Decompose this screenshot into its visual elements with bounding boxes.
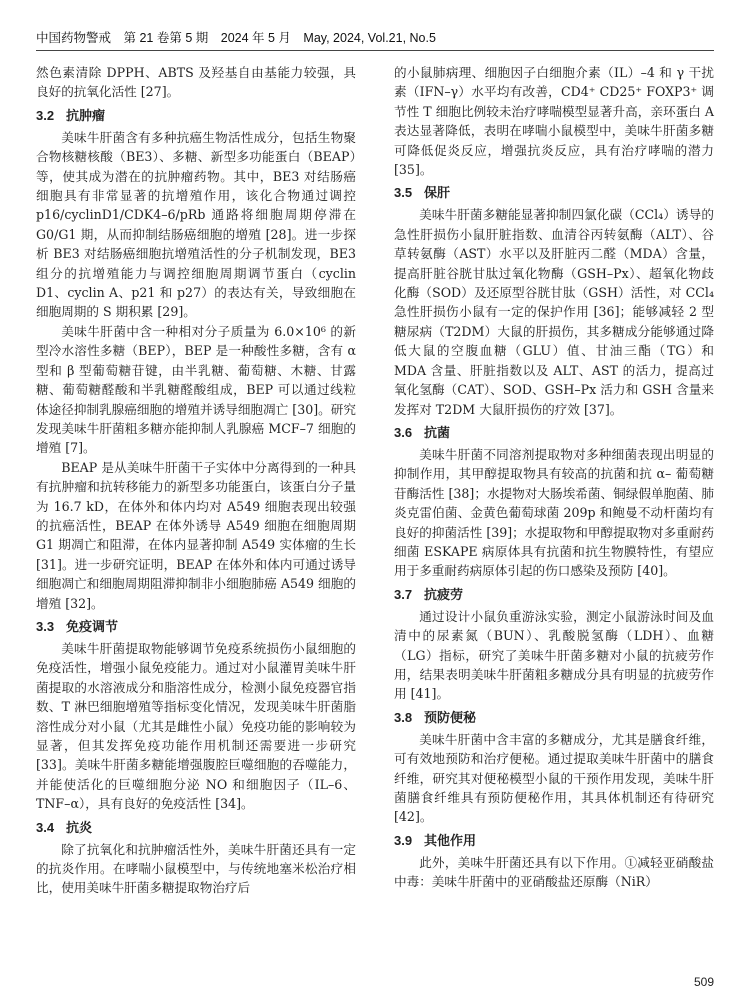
section-title: 抗疲劳 (424, 586, 464, 602)
body-paragraph: 除了抗氧化和抗肿瘤活性外，美味牛肝菌还具有一定的抗炎作用。在哮喘小鼠模型中，与传统地塞米松治疗相比，使用美味牛肝菌多糖提取物治疗后 (36, 841, 356, 896)
section-title: 免疫调节 (66, 618, 119, 634)
body-paragraph: 美味牛肝菌提取物能够调节免疫系统损伤小鼠细胞的免疫活性，增强小鼠免疫能力。通过对小鼠灌胃美味牛肝菌提取的水溶液成分和脂溶性成分，检测小鼠免疫器官指数、T 淋巴细胞增殖等指标变化情况，发现美味牛肝菌脂溶性成分对小鼠（尤其是雌性小鼠）免疫功能的影响较为显著，但其发挥免疫功能作用机制还需要进一步研究 [33]。美味牛肝菌多糖能增强腹腔巨噬细胞的吞噬能力，并能使活化的巨噬细胞分泌 NO 和细胞因子（IL–6、TNF–α），具有良好的免疫活性 [34]。 (36, 640, 356, 812)
section-number: 3.7 (394, 586, 413, 602)
body-paragraph: 然色素清除 DPPH、ABTS 及羟基自由基能力较强，具良好的抗氧化活性 [27]。 (36, 65, 356, 100)
body-paragraph: 此外，美味牛肝菌还具有以下作用。①减轻亚硝酸盐中毒：美味牛肝菌中的亚硝酸盐还原酶（NiR） (394, 854, 714, 890)
section-heading (394, 182, 714, 203)
section-heading (394, 584, 714, 605)
section-heading (36, 817, 356, 838)
section-title: 保肝 (424, 185, 451, 201)
section-number: 3.5 (394, 185, 413, 201)
section-heading (36, 616, 356, 637)
page-number: 509 (693, 975, 714, 989)
header-divider (36, 50, 714, 51)
section-number: 3.6 (394, 424, 413, 440)
section-heading (394, 830, 714, 851)
body-paragraph: 美味牛肝菌含有多种抗癌生物活性成分，包括生物聚合物核糖核酸（BE3）、多糖、新型多功能蛋白（BEAP）等，使其成为潜在的抗肿瘤药物。其中，BE3 对结肠癌细胞具有非常显著的抗增殖作用，该化合物通过调控 p16/cyclinD1/CDK4–6/pRb 通路将细胞周期停滞在 G0/G1 期，从而抑制结肠癌细胞的增殖 [28]。进一步探析 BE3 对结肠癌细胞抗增殖活性的分子机制发现，BE3 组分的抗增殖能力与调控细胞周期调节蛋白（cyclin D1、cyclin A、p21 和 p27）的表达有关，导致细胞在细胞周期的 S 期积累 [29]。 (36, 129, 356, 320)
journal-header: 中国药物警戒 第 21 卷第 5 期 2024 年 5 月 May, 2024, Vol.21, No.5 (36, 31, 436, 45)
section-heading (394, 707, 714, 728)
body-paragraph: 美味牛肝菌不同溶剂提取物对多种细菌表现出明显的抑制作用，其甲醇提取物具有较高的抗菌和抗 α– 葡萄糖苷酶活性 [38]；水提物对大肠埃希菌、铜绿假单胞菌、肺炎克雷伯菌、金黄色葡萄球菌 209p 和鲍曼不动杆菌均有良好的抑菌活性 [39]；水提取物和甲醇提取物对多重耐药细菌 ESKAPE 病原体具有抗菌和抗生物膜特性，有望应用于多重耐药病原体引起的伤口感染及预防 [40]。 (394, 446, 714, 579)
body-paragraph: 通过设计小鼠负重游泳实验，测定小鼠游泳时间及血清中的尿素氮（BUN）、乳酸脱氢酶（LDH）、血糖（LG）指标，研究了美味牛肝菌多糖对小鼠的抗疲劳作用，结果表明美味牛肝菌粗多糖成分具有明显的抗疲劳作用 [41]。 (394, 608, 714, 702)
section-number: 3.3 (36, 618, 55, 634)
body-paragraph: 美味牛肝菌中含一种相对分子质量为 6.0×10⁶ 的新型冷水溶性多糖（BEP），BEP 是一种酸性多糖，含有 α 型和 β 型葡萄糖苷键，由半乳糖、葡萄糖、木糖、甘露糖、葡萄糖醛酸和半乳糖醛酸组成，BEP 可以通过线粒体途径抑制乳腺癌细胞的增殖并诱导细胞凋亡 [30]。研究发现美味牛肝菌粗多糖亦能抑制人乳腺癌 MCF–7 细胞的增殖 [7]。 (36, 323, 356, 456)
section-title: 其他作用 (424, 832, 477, 848)
section-number: 3.8 (394, 709, 413, 725)
section-title: 抗炎 (66, 819, 93, 835)
body-paragraph: 美味牛肝菌中含丰富的多糖成分，尤其是膳食纤维，可有效地预防和治疗便秘。通过提取美味牛肝菌中的膳食纤维，研究其对便秘模型小鼠的干预作用发现，美味牛肝菌膳食纤维具有预防便秘作用，其具体机制还有待研究 [42]。 (394, 731, 714, 825)
section-title: 抗菌 (424, 424, 451, 440)
section-heading (394, 422, 714, 443)
body-paragraph: BEAP 是从美味牛肝菌干子实体中分离得到的一种具有抗肿瘤和抗转移能力的新型多功能蛋白，该蛋白分子量为 16.7 kD，在体外和体内均对 A549 细胞表现出较强的抗癌活性，BEAP 在体外诱导 A549 细胞在细胞周期 G1 期凋亡和阻滞，在体内显著抑制 A549 实体瘤的生长 [31]。进一步研究证明，BEAP 在体外和体内可通过诱导细胞凋亡和细胞周期阻滞抑制非小细胞肺癌 A549 细胞的增殖 [32]。 (36, 459, 356, 611)
body-paragraph: 的小鼠肺病理、细胞因子白细胞介素（IL）–4 和 γ 干扰素（IFN–γ）水平均有改善，CD4⁺ CD25⁺ FOXP3⁺ 调节性 T 细胞比例较未治疗哮喘模型显著升高，亲环蛋白 A 表达显著降低，表明在哮喘小鼠模型中，美味牛肝菌多糖可降低促炎反应，增强抗炎反应，具有治疗哮喘的潜力 [35]。 (394, 65, 714, 178)
section-number: 3.4 (36, 819, 55, 835)
left-column (36, 63, 356, 983)
section-title: 预防便秘 (424, 709, 477, 725)
body-paragraph: 美味牛肝菌多糖能显著抑制四氯化碳（CCl₄）诱导的急性肝损伤小鼠肝脏指数、血清谷丙转氨酶（ALT）、谷草转氨酶（AST）水平以及肝脏丙二醛（MDA）含量，提高肝脏谷胱甘肽过氧化物酶（GSH–Px）、超氧化物歧化酶（SOD）及还原型谷胱甘肽（GSH）活性，对 CCl₄ 急性肝损伤小鼠有一定的保护作用 [36]；能够减轻 2 型糖尿病（T2DM）大鼠的肝损伤，其多糖成分能够通过降低大鼠的空腹血糖（GLU）值、甘油三酯（TG）和 MDA 含量、肝脏指数以及 ALT、AST 的活力，提高过氧化氢酶（CAT）、SOD、GSH–Px 活力和 GSH 含量来发挥对 T2DM 大鼠肝损伤的疗效 [37]。 (394, 207, 714, 417)
section-title: 抗肿瘤 (66, 107, 106, 123)
section-number: 3.9 (394, 832, 413, 848)
right-column (394, 63, 714, 983)
section-number: 3.2 (36, 107, 55, 123)
section-heading (36, 105, 356, 126)
